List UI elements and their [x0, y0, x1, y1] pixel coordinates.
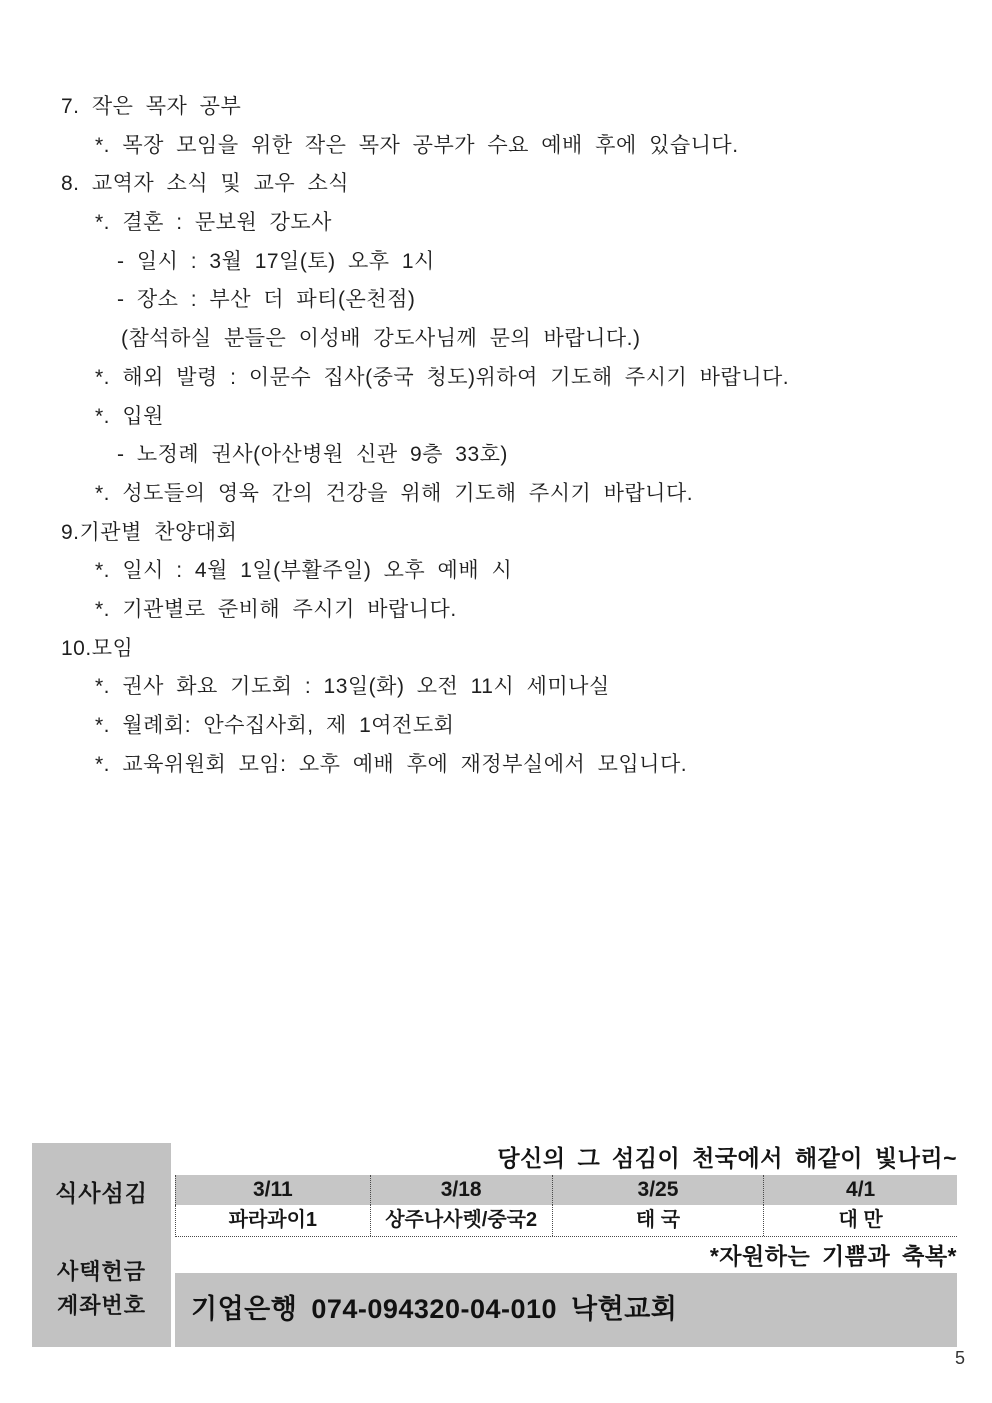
meal-serving-label: 식사섬김 — [55, 1180, 148, 1206]
table-left-column — [32, 1143, 171, 1347]
announcement-line: *. 입원 — [95, 404, 164, 428]
meal-serving-table — [32, 1143, 957, 1347]
table-right-area — [175, 1143, 957, 1347]
announcement-line: *. 목장 모임을 위한 작은 목자 공부가 수요 예배 후에 있습니다. — [95, 133, 739, 157]
date-cell: 3/25 — [552, 1175, 764, 1205]
offering-label-line2: 계좌번호 — [56, 1293, 146, 1318]
announcement-line: 10.모임 — [61, 636, 134, 660]
country-row — [175, 1205, 957, 1237]
volunteer-line: *자원하는 기쁨과 축복* — [709, 1243, 957, 1269]
announcement-line: 8. 교역자 소식 및 교우 소식 — [61, 172, 350, 196]
date-cell: 4/1 — [763, 1175, 957, 1205]
announcement-line: *. 기관별로 준비해 주시기 바랍니다. — [95, 597, 457, 621]
announcement-line: *. 권사 화요 기도회 : 13일(화) 오전 11시 세미나실 — [95, 675, 610, 699]
blessing-line: 당신의 그 섬김이 천국에서 해같이 빛나리~ — [497, 1145, 957, 1171]
announcement-line: - 장소 : 부산 더 파티(온천점) — [117, 288, 416, 312]
country-cell: 태 국 — [552, 1205, 764, 1236]
announcement-list — [0, 88, 960, 784]
announcement-line: *. 교육위원회 모임: 오후 예배 후에 재정부실에서 모입니다. — [95, 752, 688, 776]
announcement-line: *. 월례회: 안수집사회, 제 1여전도회 — [95, 714, 455, 737]
announcement-line: *. 해외 발령 : 이문수 집사(중국 청도)위하여 기도해 주시기 바랍니다. — [95, 365, 790, 389]
announcement-line: *. 결혼 : 문보원 강도사 — [95, 211, 332, 235]
announcement-line: *. 일시 : 4월 1일(부활주일) 오후 예배 시 — [95, 559, 513, 583]
offering-label-line1: 사택헌금 — [56, 1259, 146, 1284]
date-cell: 3/11 — [252, 1178, 293, 1201]
country-cell: 파라과이1 — [228, 1209, 318, 1231]
date-cell: 3/18 — [370, 1175, 552, 1205]
bank-account-line: 기업은행 074-094320-04-010 낙현교회 — [175, 1273, 957, 1347]
page-number: 5 — [954, 1348, 965, 1368]
offering-account-label — [32, 1255, 171, 1323]
country-cell: 대 만 — [763, 1205, 957, 1236]
announcement-line: (참석하실 분들은 이성배 강도사님께 문의 바랍니다.) — [121, 327, 641, 351]
date-header-row — [175, 1175, 957, 1205]
country-cell: 상주나사렛/중국2 — [370, 1205, 552, 1236]
announcement-line: 9.기관별 찬양대회 — [61, 520, 238, 544]
announcement-line: 7. 작은 목자 공부 — [61, 95, 242, 118]
announcement-line: - 노정례 권사(아산병원 신관 9층 33호) — [117, 443, 508, 467]
announcement-line: - 일시 : 3월 17일(토) 오후 1시 — [117, 249, 435, 273]
announcement-line: *. 성도들의 영육 간의 건강을 위해 기도해 주시기 바랍니다. — [95, 481, 694, 505]
